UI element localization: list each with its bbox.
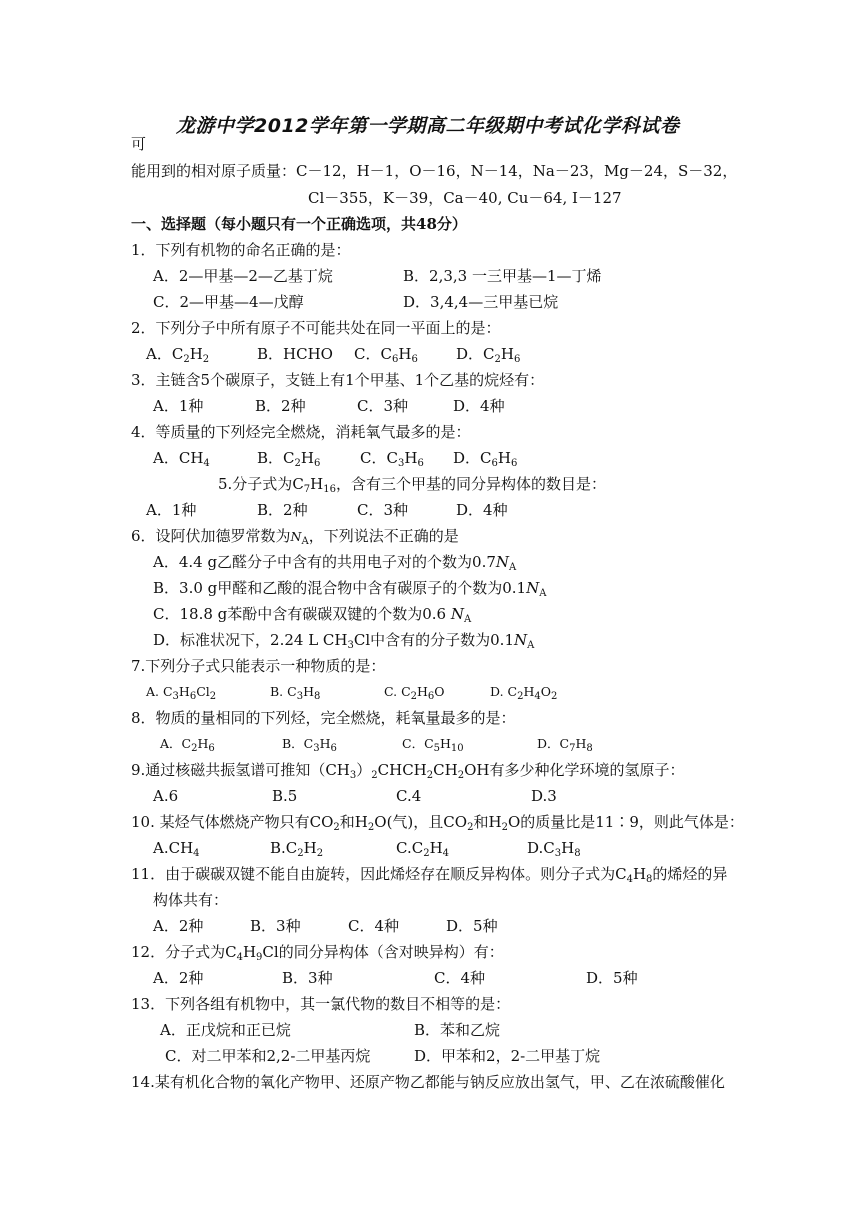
question-5-option-d: D．4种: [456, 501, 508, 519]
question-12-stem: 12．分子式为$C_4H_9Cl$的同分异构体（含对映异构）有：: [131, 943, 504, 963]
question-10-option-a: $A.CH_4$: [153, 839, 200, 859]
question-9-option-d: D.3: [531, 787, 557, 805]
question-4-option-c: C．$C_3H_6$: [360, 449, 424, 469]
exam-title: 龙游中学2012学年第一学期高二年级期中考试化学科试卷: [176, 115, 680, 137]
question-12-option-d: D．5种: [586, 969, 638, 987]
question-7-option-a: A. $C_3H_6Cl_2$: [146, 684, 217, 702]
question-9-option-b: B.5: [272, 787, 298, 805]
question-7-option-c: C. $C_2H_6O$: [384, 684, 445, 702]
question-12-option-c: C．4种: [434, 969, 486, 987]
question-13-option-a: A．正戊烷和正已烷: [160, 1021, 291, 1039]
question-1-option-a: A．2—甲基—2—乙基丁烷: [153, 267, 333, 285]
question-6-stem: 6．设阿伏加德罗常数为$N_A$，下列说法不正确的是: [131, 527, 459, 547]
question-7-option-d: D. $C_2H_4O_2$: [490, 684, 558, 702]
question-3-option-a: A．1种: [153, 397, 204, 415]
question-4-option-a: A．$CH_4$: [153, 449, 210, 469]
question-5-option-c: C．3种: [357, 501, 409, 519]
question-13-option-b: B．苯和乙烷: [414, 1021, 501, 1039]
question-3-option-d: D．4种: [453, 397, 505, 415]
question-11-option-d: D．5种: [446, 917, 498, 935]
question-14-stem: 14.某有机化合物的氧化产物甲、还原产物乙都能与钠反应放出氢气，甲、乙在浓硫酸催化: [131, 1073, 725, 1091]
question-1-option-b: B．2,3,3 一三甲基—1—丁烯: [403, 267, 602, 285]
question-4-stem: 4．等质量的下列烃完全燃烧，消耗氧气最多的是：: [131, 423, 471, 441]
question-12-option-a: A．2种: [153, 969, 204, 987]
question-7-option-b: B. $C_3H_8$: [270, 684, 321, 702]
question-1-stem: 1．下列有机物的命名正确的是：: [131, 241, 351, 259]
question-2-option-a: A．$C_2H_2$: [146, 345, 210, 365]
question-3-option-b: B．2种: [255, 397, 306, 415]
question-8-option-c: C．$C_5H_{10}$: [402, 736, 464, 754]
question-10-option-d: $D.C_3H_8$: [527, 839, 581, 859]
fragment-text: 可: [131, 135, 147, 153]
question-11-option-b: B．3种: [250, 917, 301, 935]
question-2-option-d: D．$C_2H_6$: [456, 345, 521, 365]
question-2-option-b: B．HCHO: [257, 345, 333, 363]
question-1-option-d: D．3,4,4—三甲基已烷: [403, 293, 559, 311]
question-10-stem: 10. 某烃气体燃烧产物只有$CO_2$和$H_2O$(气)，且$CO_2$和$H_2O$的质量比是11∶9，则此气体是：: [131, 813, 744, 833]
question-7-stem: 7.下列分子式只能表示一种物质的是：: [131, 657, 386, 675]
question-10-option-b: $B.C_2H_2$: [270, 839, 324, 859]
question-8-option-b: B．$C_3H_6$: [282, 736, 337, 754]
question-9-option-c: C.4: [396, 787, 422, 805]
section-heading: 一、选择题（每小题只有一个正确选项，共48分）: [131, 215, 467, 233]
question-3-option-c: C．3种: [357, 397, 409, 415]
atomic-mass-line-2: Cl－355，K－39，Ca－40, Cu－64, I－127: [308, 189, 622, 207]
question-12-option-b: B．3种: [282, 969, 333, 987]
question-13-option-d: D．甲苯和2，2-二甲基丁烷: [414, 1047, 601, 1065]
question-5-option-a: A．1种: [146, 501, 197, 519]
question-11-stem-line-2: 构体共有：: [153, 891, 229, 909]
question-8-option-a: A．$C_2H_6$: [160, 736, 215, 754]
question-8-stem: 8．物质的量相同的下列烃，完全燃烧，耗氧量最多的是：: [131, 709, 516, 727]
question-9-stem: 9.通过核磁共振氢谱可推知$(CH_3)_2CHCH_2CH_2OH$有多少种化学环境的氢原子：: [131, 761, 685, 781]
question-6-option-d: D．标准状况下，2.24 L $CH_3Cl$中含有的分子数为$0.1N_A$: [153, 631, 535, 651]
question-10-option-c: $C.C_2H_4$: [396, 839, 450, 859]
question-13-option-c: C．对二甲苯和2,2-二甲基丙烷: [165, 1047, 371, 1065]
question-9-option-a: A.6: [153, 787, 179, 805]
question-1-option-c: C．2—甲基—4—戊醇: [153, 293, 304, 311]
question-11-option-c: C．4种: [348, 917, 400, 935]
question-13-stem: 13．下列各组有机物中，其一氯代物的数目不相等的是：: [131, 995, 511, 1013]
question-6-option-c: C．18.8 g苯酚中含有碳碳双键的个数为0.6 $N_A$: [153, 605, 472, 625]
question-8-option-d: D．$C_7H_8$: [537, 736, 593, 754]
question-4-option-d: D．$C_6H_6$: [453, 449, 518, 469]
question-2-option-c: C．$C_6H_6$: [354, 345, 418, 365]
question-2-stem: 2．下列分子中所有原子不可能共处在同一平面上的是：: [131, 319, 501, 337]
question-6-option-b: B．3.0 g甲醛和乙酸的混合物中含有碳原子的个数为$0.1N_A$: [153, 579, 547, 599]
question-11-stem-line-1: 11．由于碳碳双键不能自由旋转，因此烯烃存在顺反异构体。则分子式为$C_4H_8$的烯烃的异: [131, 865, 728, 885]
question-11-option-a: A．2种: [153, 917, 204, 935]
question-5-stem: 5.分子式为$C_7H_{16}$，含有三个甲基的同分异构体的数目是：: [218, 475, 607, 495]
question-3-stem: 3．主链含5个碳原子，支链上有1个甲基、1个乙基的烷烃有：: [131, 371, 545, 389]
atomic-mass-line-1: 能用到的相对原子质量：C－12，H－1，O－16，N－14，Na－23，Mg－24，S－32，: [131, 162, 738, 180]
question-6-option-a: A．4.4 g乙醛分子中含有的共用电子对的个数为$0.7N_A$: [153, 553, 517, 573]
question-5-option-b: B．2种: [257, 501, 308, 519]
question-4-option-b: B．$C_2H_6$: [257, 449, 321, 469]
